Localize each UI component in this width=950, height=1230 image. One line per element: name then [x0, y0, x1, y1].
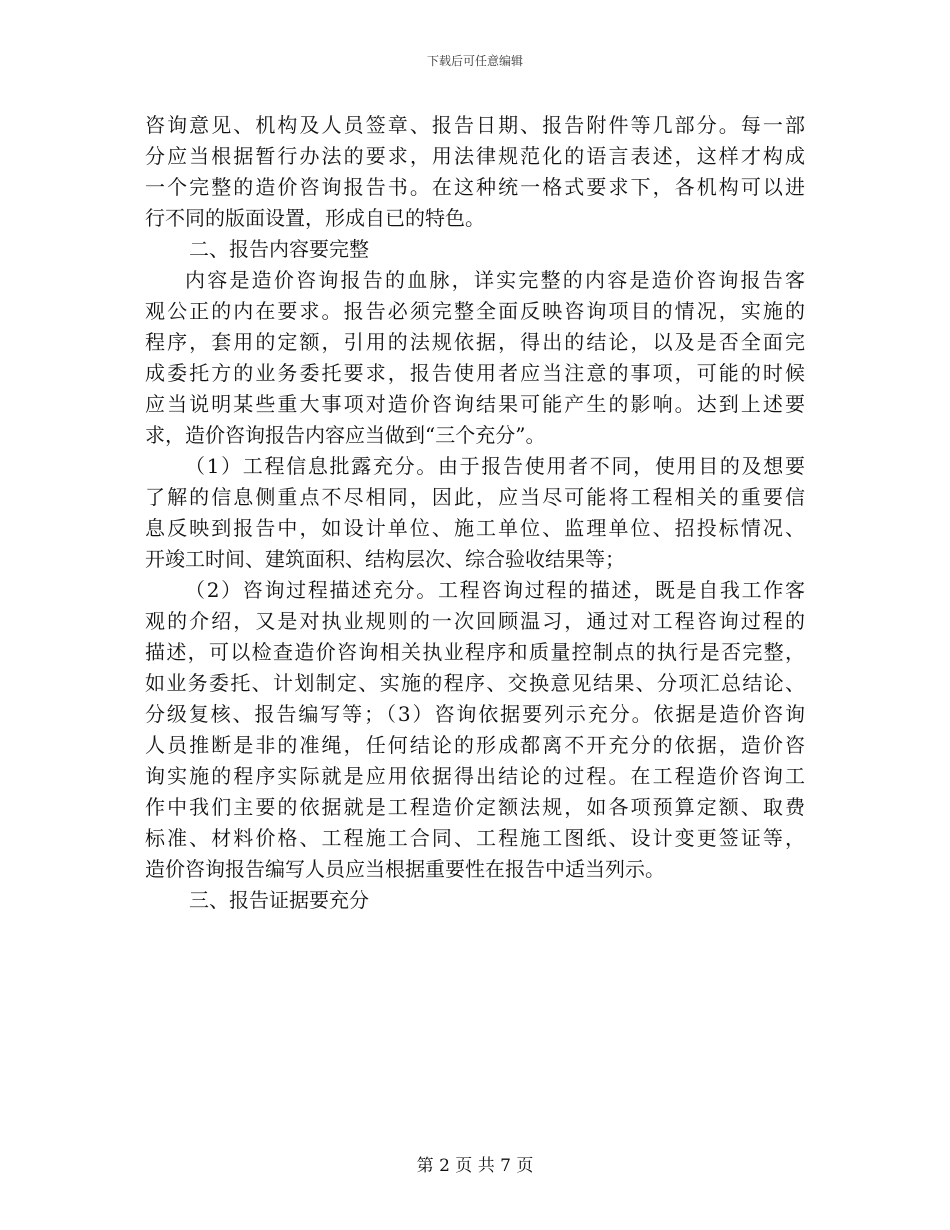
text-line: 应当说明某些重大事项对造价咨询结果可能产生的影响。达到上述要	[145, 392, 805, 416]
text-line: 标准、材料价格、工程施工合同、工程施工图纸、设计变更签证等，	[145, 826, 805, 850]
text-line: 成委托方的业务委托要求，报告使用者应当注意的事项，可能的时候	[145, 361, 805, 385]
text-line: 分应当根据暂行办法的要求，用法律规范化的语言表述，这样才构成	[145, 144, 805, 168]
section-heading: 三、报告证据要充分	[189, 888, 369, 912]
text-line: 造价咨询报告编写人员应当根据重要性在报告中适当列示。	[145, 857, 665, 881]
text-line: 开竣工时间、建筑面积、结构层次、综合验收结果等；	[145, 547, 625, 571]
text-line: 描述，可以检查造价咨询相关执业程序和质量控制点的执行是否完整，	[145, 640, 805, 664]
text-line: 了解的信息侧重点不尽相同，因此，应当尽可能将工程相关的重要信	[145, 485, 805, 509]
section-heading: 二、报告内容要完整	[189, 237, 369, 261]
text-line: 作中我们主要的依据就是工程造价定额法规，如各项预算定额、取费	[145, 795, 805, 819]
page-footer: 第 2 页 共 7 页	[416, 1156, 534, 1176]
text-line: 息反映到报告中，如设计单位、施工单位、监理单位、招投标情况、	[145, 516, 805, 540]
text-line: 内容是造价咨询报告的血脉，详实完整的内容是造价咨询报告客	[185, 268, 805, 292]
text-line: 求，造价咨询报告内容应当做到“三个充分”。	[145, 423, 546, 447]
text-line: （1）工程信息批露充分。由于报告使用者不同，使用目的及想要	[185, 454, 805, 478]
text-line: 如业务委托、计划制定、实施的程序、交换意见结果、分项汇总结论、	[145, 671, 805, 695]
text-line: 咨询意见、机构及人员签章、报告日期、报告附件等几部分。每一部	[145, 113, 805, 137]
document-body	[145, 110, 805, 916]
text-line: 观的介绍，又是对执业规则的一次回顾温习，通过对工程咨询过程的	[145, 609, 805, 633]
text-line: （2）咨询过程描述充分。工程咨询过程的描述，既是自我工作客	[185, 578, 805, 602]
text-line: 程序，套用的定额，引用的法规依据，得出的结论，以及是否全面完	[145, 330, 805, 354]
text-line: 观公正的内在要求。报告必须完整全面反映咨询项目的情况，实施的	[145, 299, 805, 323]
text-line: 人员推断是非的准绳，任何结论的形成都离不开充分的依据，造价咨	[145, 733, 805, 757]
text-line: 行不同的版面设置，形成自已的特色。	[145, 206, 485, 230]
text-line: 一个完整的造价咨询报告书。在这种统一格式要求下，各机构可以进	[145, 175, 805, 199]
page-header: 下载后可任意编辑	[426, 54, 523, 68]
text-line: 分级复核、报告编写等；（3）咨询依据要列示充分。依据是造价咨询	[145, 702, 805, 726]
text-line: 询实施的程序实际就是应用依据得出结论的过程。在工程造价咨询工	[145, 764, 805, 788]
